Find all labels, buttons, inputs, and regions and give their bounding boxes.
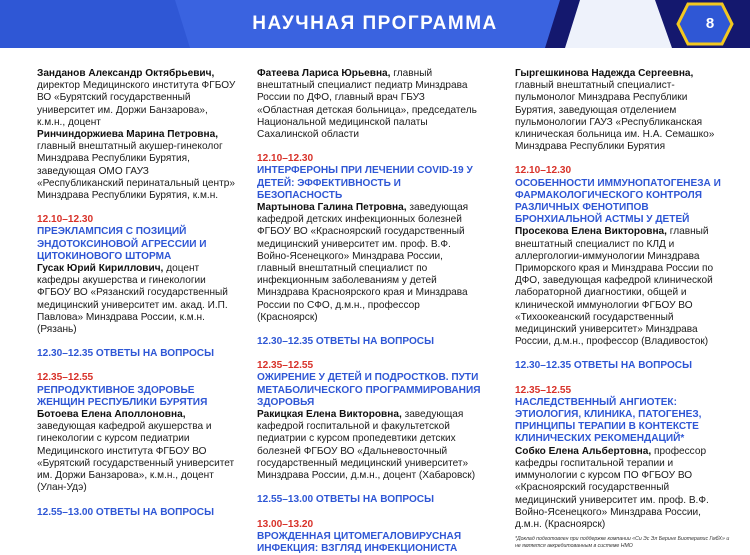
speaker-name: Собко Елена Альбертовна, [515,445,652,457]
speaker-block [515,226,730,348]
speaker-name: Просекова Елена Викторовна, [515,226,667,238]
speaker-description: главный внештатный специалист педиатр Минздрава России по ДФО, главный врач ГБУЗ «Областная детская больница», председатель Национальной медицинской палаты Сахалинской области [257,68,477,141]
speaker-name: Ринчиндоржиева Марина Петровна, [37,129,219,141]
page-title: НАУЧНАЯ ПРОГРАММА [252,13,498,34]
talk-title: ВРОЖДЕННАЯ ЦИТОМЕГАЛОВИРУСНАЯ ИНФЕКЦИЯ: ВЗГЛЯД ИНФЕКЦИОНИСТА [257,530,462,554]
header-banner [0,0,750,48]
speaker-description: заведующая кафедрой детских инфекционных болезней ФГБОУ ВО «Красноярский государственный медицинский университет им. проф. В.Ф. Войно-Ясенецкого» Минздрава России, главный внештатный специалист по инфекционным заболеваниям у детей Минздрава Красноярского края и Минздрава России по СФО, д.м.н., профессор (Красноярск) [257,202,469,323]
talk-time: 12.35–12.55 [515,384,572,396]
talk-title: ОСОБЕННОСТИ ИММУНОПАТОГЕНЕЗА И ФАРМАКОЛОГИЧЕСКОГО КОНТРОЛЯ РАЗЛИЧНЫХ ФЕНОТИПОВ БРОНХИАЛЬНОЙ АСТМЫ У ДЕТЕЙ [515,177,721,226]
qa-session: 12.55–13.00 ОТВЕТЫ НА ВОПРОСЫ [37,506,214,518]
qa-session: 12.30–12.35 ОТВЕТЫ НА ВОПРОСЫ [37,348,214,360]
speaker-block [37,263,237,336]
talk-title: РЕПРОДУКТИВНОЕ ЗДОРОВЬЕ ЖЕНЩИН РЕСПУБЛИКИ БУРЯТИЯ [37,384,208,408]
speaker-name: Гыргешкинова Надежда Сергеевна, [515,68,694,79]
speaker-block [515,68,730,153]
speaker-description: заведующая кафедрой акушерства и гинекологии с курсом педиатрии Медицинского института ФГБОУ ВО «Бурятский государственный университет им. Доржи Банзарова», к.м.н., доцент (Улан-Удэ) [37,421,235,494]
qa-session: 12.30–12.35 ОТВЕТЫ НА ВОПРОСЫ [257,336,434,348]
qa-session: 12.55–13.00 ОТВЕТЫ НА ВОПРОСЫ [257,494,434,506]
talk-title: ИНТЕРФЕРОНЫ ПРИ ЛЕЧЕНИИ COVID-19 У ДЕТЕЙ: ЭФФЕКТИВНОСТЬ И БЕЗОПАСНОСТЬ [257,165,473,201]
page-number-badge: 8 [705,15,715,32]
speaker-description: профессор кафедры госпитальной терапии и иммунологии с курсом ПО ФГБОУ ВО «Красноярский государственный медицинский университет им. проф. В.Ф. Войно-Ясенецкого» Минздрава России, д.м.н. (Красноярск) [515,445,709,530]
program-column-2 [257,68,482,555]
speaker-block [37,409,237,494]
speaker-description: директор Медицинского института ФГБОУ ВО «Бурятский государственный университет им. Доржи Банзарова», к.м.н., доцент [37,80,236,128]
speaker-name: Занданов Александр Октябрьевич, [37,68,215,79]
talk-title: ОЖИРЕНИЕ У ДЕТЕЙ И ПОДРОСТКОВ. ПУТИ МЕТАБОЛИЧЕСКОГО ПРОГРАММИРОВАНИЯ ЗДОРОВЬЯ [257,372,481,408]
footnote: *Доклад подготовлен при поддержке компании «Си Эс Эл Беринг Биотерапис ГмбХ» и не является аккредитованным в системе НМО [515,536,730,549]
speaker-description: доцент кафедры акушерства и гинекологии ФГБОУ ВО «Рязанский государственный медицинский университет им. акад. И.П. Павлова» Минздрава России, к.м.н. (Рязань) [37,263,228,336]
qa-session: 12.30–12.35 ОТВЕТЫ НА ВОПРОСЫ [515,360,692,372]
speaker-description: главный внештатный специалист по КЛД и аллергологии-иммунологии Минздрава Приморского края и Минздрава России по ДФО, заведующая кафедрой клинической лабораторной диагностики, общей и клинической иммунологии ФГБОУ ВО «Тихоокеанский государственный медицинский университет» Минздрава России, д.м.н., профессор (Владивосток) [515,226,714,348]
speaker-description: главный внештатный специалист-пульмонолог Минздрава Республики Бурятия, заведующая отделением пульмонологии ГАУЗ «Республиканская клиническая больница им. Н.А. Семашко» Минздрава Республики Бурятия [515,80,715,153]
program-column-3 [515,68,730,549]
speaker-name: Мартынова Галина Петровна, [257,202,407,214]
speaker-description: заведующая кафедрой госпитальной и факультетской педиатрии с курсом пропедевтики детских болезней ФГБОУ ВО «Дальневосточный государственный медицинский университет» Минздрава России, д.м.н., доцент (Хабаровск) [257,409,476,482]
talk-time: 12.10–12.30 [257,153,314,165]
speaker-description: главный внештатный акушер-гинеколог Минздрава Республики Бурятия, заведующая ОМО ГАУЗ «Республиканский перинатальный центр» Минздрава Республики Бурятия, к.м.н. [37,141,235,202]
talk-title: НАСЛЕДСТВЕННЫЙ АНГИОТЕК: ЭТИОЛОГИЯ, КЛИНИКА, ПАТОГЕНЕЗ, ПРИНЦИПЫ ТЕРАПИИ В КОНТЕКСТЕ КЛИНИЧЕСКИХ РЕКОМЕНДАЦИЙ* [515,396,702,445]
speaker-block [257,68,482,141]
talk-time: 12.10–12.30 [37,214,94,226]
talk-time: 12.35–12.55 [37,372,94,384]
program-column-1 [37,68,237,519]
speaker-block [37,129,237,202]
talk-time: 12.10–12.30 [515,165,572,177]
talk-title: ПРЕЭКЛАМПСИЯ С ПОЗИЦИЙ ЭНДОТОКСИНОВОЙ АГРЕССИИ И ЦИТОКИНОВОГО ШТОРМА [37,226,207,262]
speaker-name: Ботоева Елена Аполлоновна, [37,409,186,421]
speaker-name: Гусак Юрий Кириллович, [37,263,164,275]
talk-time: 12.35–12.55 [257,360,314,372]
speaker-block [257,409,482,482]
speaker-block [37,68,237,129]
speaker-block [515,446,730,531]
speaker-name: Ракицкая Елена Викторовна, [257,409,402,421]
talk-time: 13.00–13.20 [257,518,314,530]
speaker-block [257,202,482,324]
speaker-name: Фатеева Лариса Юрьевна, [257,68,391,79]
